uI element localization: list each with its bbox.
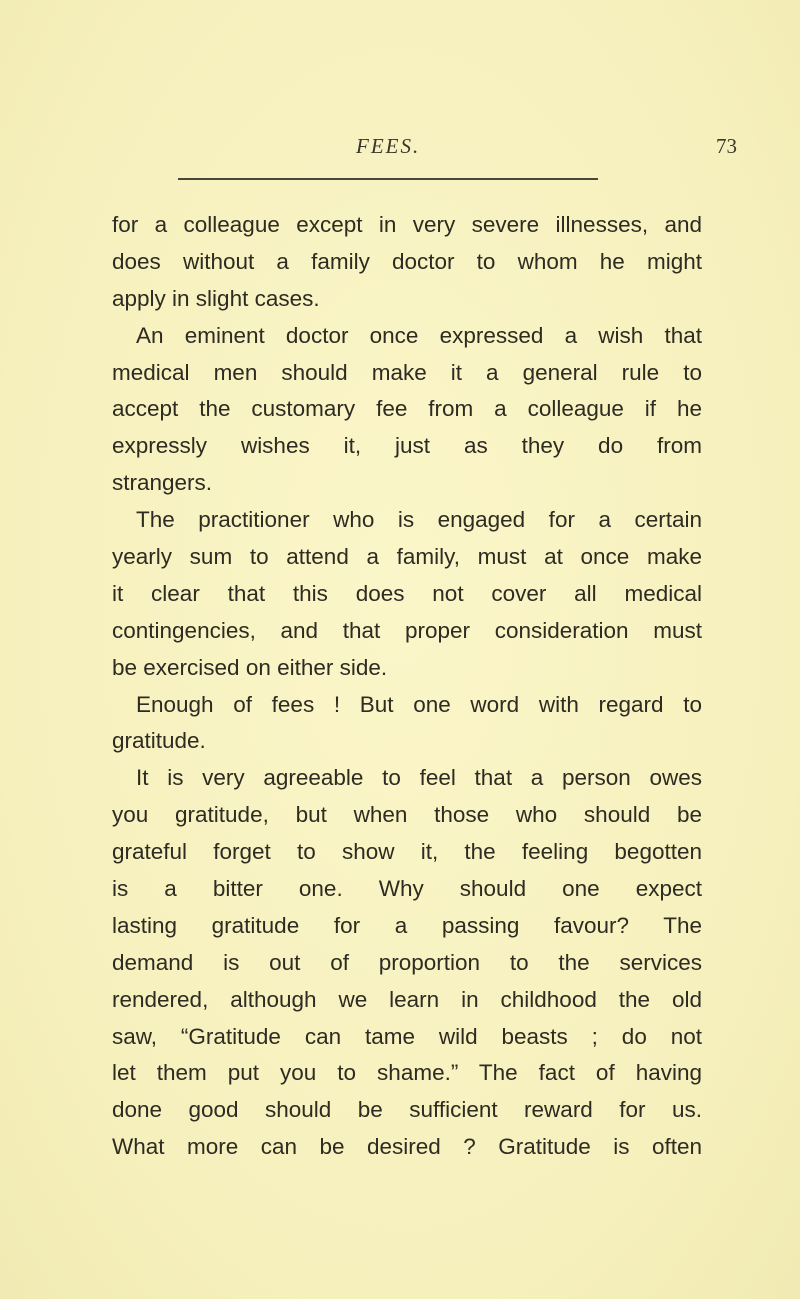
text-line: demand is out of proportion to the services (112, 949, 702, 975)
text-line: An eminent doctor once expressed a wish that (136, 322, 702, 348)
page-number: 73 (716, 134, 737, 158)
text-line: gratitude. (112, 728, 206, 754)
text-line: The practitioner who is engaged for a certain (136, 507, 702, 533)
body-text (112, 207, 702, 1166)
text-line: expressly wishes it, just as they do from (112, 433, 702, 459)
text-line: does without a family doctor to whom he might (112, 248, 702, 274)
text-line: saw, “Gratitude can tame wild beasts ; do not (112, 1023, 702, 1049)
text-line: apply in slight cases. (112, 285, 320, 311)
text-line: it clear that this does not cover all medical (112, 580, 702, 606)
running-title: FEES. (356, 134, 421, 158)
text-line: accept the customary fee from a colleague if he (112, 396, 702, 422)
text-line: What more can be desired ? Gratitude is often (112, 1134, 702, 1160)
text-line: you gratitude, but when those who should be (112, 802, 702, 828)
text-line: done good should be sufficient reward for us. (112, 1097, 702, 1123)
text-line: lasting gratitude for a passing favour? The (112, 912, 702, 938)
text-line: medical men should make it a general rule to (112, 359, 702, 385)
text-line: yearly sum to attend a family, must at once make (112, 544, 702, 570)
text-line: is a bitter one. Why should one expect (112, 876, 702, 902)
text-line: It is very agreeable to feel that a person owes (136, 765, 702, 791)
text-line: be exercised on either side. (112, 654, 388, 680)
header-rule (178, 178, 598, 180)
text-line: let them put you to shame.” The fact of having (112, 1060, 702, 1086)
text-line: Enough of fees ! But one word with regard to (136, 691, 702, 717)
text-line: contingencies, and that proper consideration must (112, 617, 702, 643)
text-line: for a colleague except in very severe illnesses, and (112, 212, 702, 237)
text-line: strangers. (112, 470, 213, 496)
text-line: grateful forget to show it, the feeling begotten (112, 839, 702, 865)
text-line: rendered, although we learn in childhood the old (112, 986, 702, 1012)
